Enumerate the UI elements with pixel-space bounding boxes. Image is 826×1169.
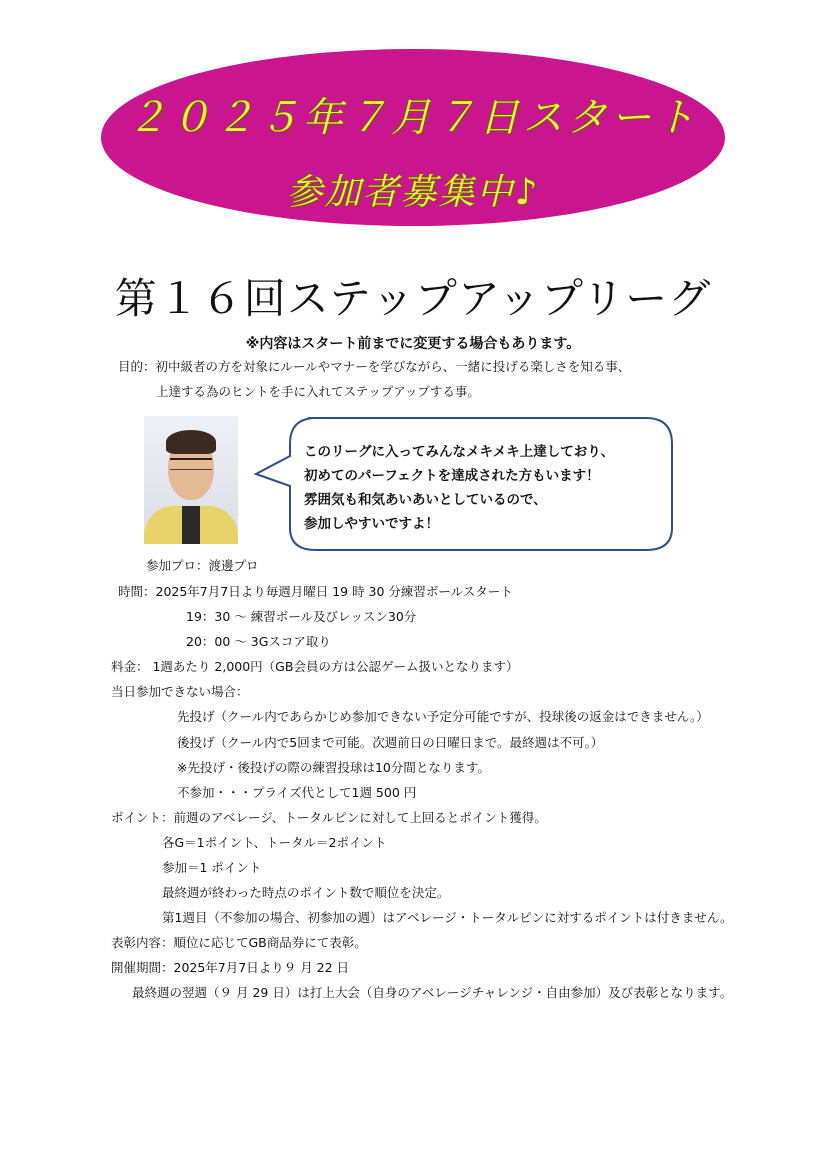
speech-line-3: 雰囲気も和気あいあいとしているので、 [304,492,547,508]
banner-recruiting: 参加者募集中♪ [286,172,540,213]
absent-post-bowl: 後投げ（クール内で5回まで可能。次週前日の日曜日まで。最終週は不可。） [177,735,604,750]
speech-line-2: 初めてのパーフェクトを達成された方もいます！ [304,468,600,484]
points-heading: ポイント：前週のアベレージ、トータルピンに対して上回るとポイント獲得。 [111,810,547,825]
banner-start-date: ２０２５年７月７日スタート [127,95,699,141]
award: 表彰内容：順位に応じてGB商品券にて表彰。 [111,935,367,950]
speech-line-1: このリーグに入ってみんなメキメキ上達しており、 [304,444,615,460]
schedule-practice: 19：30 ～ 練習ボール及びレッスン30分 [186,609,417,624]
period-final: 最終週の翌週（９ 月 29 日）は打上大会（自身のアベレージチャレンジ・自由参加）及び表彰となります。 [132,985,733,1000]
purpose-line-2: 上達する為のヒントを手に入れてステップアップする事。 [156,384,480,399]
pro-name: 参加プロ：渡邊プロ [146,558,259,573]
fee: 料金： 1週あたり 2,000円（GB会員の方は公認ゲーム扱いとなります） [111,659,519,674]
pro-photo [144,416,238,544]
period: 開催期間：2025年7月7日より９ 月 22 日 [111,960,350,975]
absent-heading: 当日参加できない場合： [111,684,249,699]
speech-text [304,440,614,536]
banner-ellipse [101,49,725,226]
speech-line-4: 参加しやすいですよ！ [304,516,439,532]
absent-practice-note: ※先投げ・後投げの際の練習投球は10分間となります。 [177,760,490,775]
absent-pre-bowl: 先投げ（クール内であらかじめ参加できない予定分可能ですが、投球後の返金はできません。） [177,709,709,724]
page-title: 第１６回ステップアップリーグ [114,274,712,323]
points-ranking: 最終週が終わった時点のポイント数で順位を決定。 [162,885,450,900]
absent-fee: 不参加・・・プライズ代として1週 500 円 [177,785,417,800]
schedule-games: 20：00 ～ 3Gスコア取り [186,634,331,649]
purpose-line-1: 目的：初中級者の方を対象にルールやマナーを学びながら、一緒に投げる楽しさを知る事、 [118,359,631,374]
points-first-week: 第1週目（不参加の場合、初参加の週）はアベレージ・トータルピンに対するポイントは付きません。 [162,910,733,925]
points-participation: 参加＝1 ポイント [162,860,262,875]
points-per-game: 各G＝1ポイント、トータル＝2ポイント [162,835,387,850]
change-notice: ※内容はスタート前までに変更する場合もあります。 [245,336,581,352]
schedule-time: 時間：2025年7月7日より毎週月曜日 19 時 30 分練習ボールスタート [118,584,513,599]
